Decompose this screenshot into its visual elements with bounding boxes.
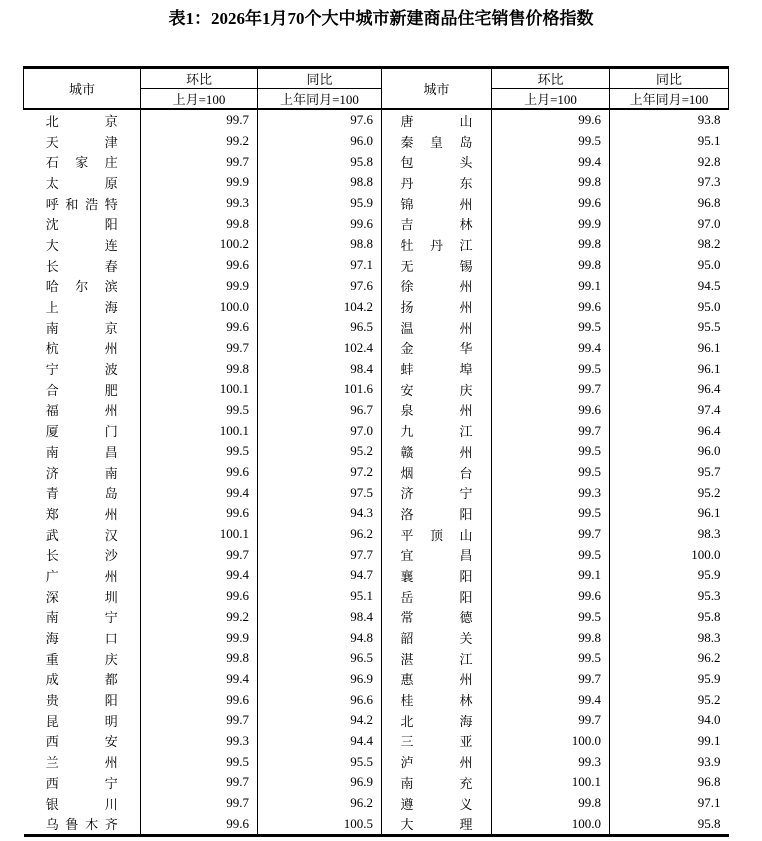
mom-value: 99.6	[492, 193, 610, 214]
mom-value: 99.5	[492, 462, 610, 483]
mom-value: 99.6	[141, 586, 258, 607]
mom-value: 100.2	[141, 234, 258, 255]
city-cell: 徐 州	[382, 276, 492, 297]
city-cell: 丹 东	[382, 172, 492, 193]
mom-value: 99.3	[492, 482, 610, 503]
yoy-value: 95.8	[610, 813, 729, 835]
city-cell: 北 海	[382, 710, 492, 731]
yoy-value: 94.2	[258, 710, 382, 731]
table-row	[24, 772, 729, 793]
city-cell: 蚌 埠	[382, 358, 492, 379]
city-cell: 乌 鲁 木 齐	[45, 817, 118, 833]
mom-value: 99.4	[141, 669, 258, 690]
table-row	[24, 420, 729, 441]
city-cell: 唐 山	[382, 109, 492, 131]
city-cell: 济 宁	[382, 482, 492, 503]
city-cell: 海 口	[45, 631, 118, 647]
yoy-value: 98.8	[258, 234, 382, 255]
yoy-value: 96.5	[258, 648, 382, 669]
mom-value: 99.4	[141, 482, 258, 503]
yoy-value: 95.9	[610, 565, 729, 586]
mom-value: 99.8	[492, 255, 610, 276]
table-row	[24, 358, 729, 379]
mom-value: 99.5	[141, 400, 258, 421]
mom-value: 99.8	[492, 172, 610, 193]
mom-value: 99.3	[141, 193, 258, 214]
header-yoy-base-right: 上年同月=100	[610, 89, 729, 110]
mom-value: 99.9	[141, 627, 258, 648]
yoy-value: 95.0	[610, 296, 729, 317]
mom-value: 99.5	[492, 607, 610, 628]
yoy-value: 98.3	[610, 524, 729, 545]
city-cell: 郑 州	[45, 506, 118, 522]
header-city-left: 城市	[24, 68, 141, 110]
city-cell: 哈 尔 滨	[45, 279, 118, 295]
city-cell: 惠 州	[382, 669, 492, 690]
mom-value: 99.7	[141, 109, 258, 131]
mom-value: 99.9	[141, 172, 258, 193]
city-cell: 烟 台	[382, 462, 492, 483]
yoy-value: 96.0	[258, 131, 382, 152]
city-cell: 南 京	[45, 320, 118, 336]
city-cell: 贵 阳	[45, 693, 118, 709]
city-cell: 合 肥	[45, 382, 118, 398]
yoy-value: 95.5	[258, 751, 382, 772]
yoy-value: 97.3	[610, 172, 729, 193]
yoy-value: 96.4	[610, 379, 729, 400]
city-cell: 上 海	[45, 300, 118, 316]
mom-value: 100.1	[141, 524, 258, 545]
mom-value: 99.1	[492, 276, 610, 297]
city-cell: 南 充	[382, 772, 492, 793]
table-row	[24, 255, 729, 276]
yoy-value: 96.1	[610, 338, 729, 359]
yoy-value: 93.9	[610, 751, 729, 772]
city-cell: 呼 和 浩 特	[45, 196, 118, 212]
table-row	[24, 813, 729, 835]
city-cell: 杭 州	[45, 341, 118, 357]
table-body	[24, 109, 729, 836]
yoy-value: 95.1	[610, 131, 729, 152]
city-cell: 青 岛	[45, 486, 118, 502]
table-row	[24, 276, 729, 297]
table-row	[24, 172, 729, 193]
yoy-value: 98.8	[258, 172, 382, 193]
table-row	[24, 565, 729, 586]
table-row	[24, 400, 729, 421]
table-row	[24, 379, 729, 400]
table-row	[24, 627, 729, 648]
table-row	[24, 296, 729, 317]
yoy-value: 100.5	[258, 813, 382, 835]
city-cell: 吉 林	[382, 213, 492, 234]
mom-value: 99.7	[141, 793, 258, 814]
header-mom-base-left: 上月=100	[141, 89, 258, 110]
yoy-value: 95.5	[610, 317, 729, 338]
table-row	[24, 151, 729, 172]
table-row	[24, 462, 729, 483]
city-cell: 岳 阳	[382, 586, 492, 607]
mom-value: 99.3	[492, 751, 610, 772]
yoy-value: 100.0	[610, 544, 729, 565]
yoy-value: 96.5	[258, 317, 382, 338]
table-row	[24, 213, 729, 234]
header-city-right: 城市	[382, 68, 492, 110]
yoy-value: 94.4	[258, 731, 382, 752]
mom-value: 99.8	[141, 648, 258, 669]
mom-value: 99.5	[492, 131, 610, 152]
table-row	[24, 441, 729, 462]
mom-value: 99.5	[492, 441, 610, 462]
yoy-value: 94.0	[610, 710, 729, 731]
mom-value: 99.6	[141, 255, 258, 276]
yoy-value: 95.2	[610, 482, 729, 503]
header-yoy-base-left: 上年同月=100	[258, 89, 382, 110]
city-cell: 武 汉	[45, 527, 118, 543]
yoy-value: 96.4	[610, 420, 729, 441]
yoy-value: 95.8	[610, 607, 729, 628]
yoy-value: 95.2	[258, 441, 382, 462]
mom-value: 99.5	[492, 648, 610, 669]
yoy-value: 97.2	[258, 462, 382, 483]
yoy-value: 99.1	[610, 731, 729, 752]
mom-value: 99.7	[141, 544, 258, 565]
mom-value: 99.6	[492, 586, 610, 607]
mom-value: 99.4	[492, 338, 610, 359]
yoy-value: 96.2	[258, 524, 382, 545]
city-cell: 太 原	[45, 175, 118, 191]
yoy-value: 95.2	[610, 689, 729, 710]
city-cell: 包 头	[382, 151, 492, 172]
yoy-value: 97.6	[258, 109, 382, 131]
city-cell: 常 德	[382, 607, 492, 628]
table-row	[24, 648, 729, 669]
mom-value: 99.3	[141, 731, 258, 752]
mom-value: 99.6	[141, 317, 258, 338]
table-row	[24, 131, 729, 152]
mom-value: 99.8	[492, 627, 610, 648]
mom-value: 99.5	[141, 751, 258, 772]
price-index-table	[23, 66, 729, 837]
city-cell: 昆 明	[45, 713, 118, 729]
city-cell: 广 州	[45, 568, 118, 584]
table-header	[24, 68, 729, 110]
mom-value: 99.6	[141, 689, 258, 710]
city-cell: 大 连	[45, 237, 118, 253]
mom-value: 99.8	[492, 234, 610, 255]
header-yoy-right: 同比	[610, 68, 729, 89]
table-row	[24, 193, 729, 214]
yoy-value: 101.6	[258, 379, 382, 400]
table-row	[24, 586, 729, 607]
yoy-value: 94.5	[610, 276, 729, 297]
city-cell: 长 沙	[45, 548, 118, 564]
mom-value: 100.0	[492, 731, 610, 752]
mom-value: 99.9	[141, 276, 258, 297]
yoy-value: 97.1	[610, 793, 729, 814]
city-cell: 沈 阳	[45, 217, 118, 233]
city-cell: 南 昌	[45, 444, 118, 460]
yoy-value: 95.7	[610, 462, 729, 483]
yoy-value: 96.2	[610, 648, 729, 669]
mom-value: 100.0	[141, 296, 258, 317]
mom-value: 99.7	[141, 710, 258, 731]
mom-value: 99.7	[141, 151, 258, 172]
yoy-value: 95.3	[610, 586, 729, 607]
table-row	[24, 689, 729, 710]
mom-value: 99.5	[492, 544, 610, 565]
mom-value: 99.6	[492, 400, 610, 421]
table-row	[24, 234, 729, 255]
city-cell: 襄 阳	[382, 565, 492, 586]
mom-value: 99.8	[492, 793, 610, 814]
city-cell: 秦 皇 岛	[382, 131, 492, 152]
mom-value: 99.7	[141, 338, 258, 359]
yoy-value: 98.2	[610, 234, 729, 255]
city-cell: 厦 门	[45, 424, 118, 440]
yoy-value: 96.9	[258, 669, 382, 690]
yoy-value: 95.0	[610, 255, 729, 276]
city-cell: 遵 义	[382, 793, 492, 814]
city-cell: 湛 江	[382, 648, 492, 669]
header-mom-left: 环比	[141, 68, 258, 89]
mom-value: 100.1	[492, 772, 610, 793]
yoy-value: 97.0	[610, 213, 729, 234]
table-row	[24, 607, 729, 628]
yoy-value: 94.3	[258, 503, 382, 524]
mom-value: 99.5	[141, 441, 258, 462]
yoy-value: 95.1	[258, 586, 382, 607]
mom-value: 99.2	[141, 131, 258, 152]
mom-value: 99.4	[492, 151, 610, 172]
yoy-value: 97.5	[258, 482, 382, 503]
table-title: 表1：2026年1月70个大中城市新建商品住宅销售价格指数	[168, 9, 594, 28]
header-mom-right: 环比	[492, 68, 610, 89]
header-mom-base-right: 上月=100	[492, 89, 610, 110]
mom-value: 99.7	[492, 710, 610, 731]
city-cell: 宜 昌	[382, 544, 492, 565]
mom-value: 99.9	[492, 213, 610, 234]
city-cell: 洛 阳	[382, 503, 492, 524]
city-cell: 北 京	[45, 113, 118, 129]
mom-value: 100.1	[141, 420, 258, 441]
yoy-value: 96.0	[610, 441, 729, 462]
table-row	[24, 338, 729, 359]
city-cell: 深 圳	[45, 589, 118, 605]
yoy-value: 98.4	[258, 358, 382, 379]
city-cell: 西 宁	[45, 775, 118, 791]
city-cell: 赣 州	[382, 441, 492, 462]
table-row	[24, 793, 729, 814]
mom-value: 99.7	[492, 669, 610, 690]
city-cell: 桂 林	[382, 689, 492, 710]
yoy-value: 95.9	[610, 669, 729, 690]
city-cell: 宁 波	[45, 362, 118, 378]
table-row	[24, 317, 729, 338]
mom-value: 99.5	[492, 503, 610, 524]
yoy-value: 95.9	[258, 193, 382, 214]
header-yoy-left: 同比	[258, 68, 382, 89]
table-row	[24, 669, 729, 690]
yoy-value: 96.1	[610, 503, 729, 524]
yoy-value: 98.4	[258, 607, 382, 628]
yoy-value: 94.8	[258, 627, 382, 648]
table-row	[24, 524, 729, 545]
table-row	[24, 503, 729, 524]
mom-value: 99.7	[492, 420, 610, 441]
city-cell: 重 庆	[45, 651, 118, 667]
yoy-value: 96.7	[258, 400, 382, 421]
yoy-value: 95.8	[258, 151, 382, 172]
city-cell: 牡 丹 江	[382, 234, 492, 255]
yoy-value: 96.1	[610, 358, 729, 379]
mom-value: 99.6	[141, 462, 258, 483]
city-cell: 大 理	[382, 813, 492, 835]
city-cell: 福 州	[45, 403, 118, 419]
city-cell: 金 华	[382, 338, 492, 359]
yoy-value: 96.8	[610, 772, 729, 793]
mom-value: 99.7	[141, 772, 258, 793]
city-cell: 平 顶 山	[382, 524, 492, 545]
yoy-value: 96.2	[258, 793, 382, 814]
mom-value: 99.5	[492, 358, 610, 379]
yoy-value: 104.2	[258, 296, 382, 317]
yoy-value: 97.6	[258, 276, 382, 297]
mom-value: 99.8	[141, 213, 258, 234]
city-cell: 韶 关	[382, 627, 492, 648]
mom-value: 99.6	[492, 109, 610, 131]
mom-value: 99.7	[492, 524, 610, 545]
mom-value: 99.4	[492, 689, 610, 710]
yoy-value: 96.8	[610, 193, 729, 214]
city-cell: 扬 州	[382, 296, 492, 317]
yoy-value: 97.0	[258, 420, 382, 441]
city-cell: 泉 州	[382, 400, 492, 421]
city-cell: 成 都	[45, 672, 118, 688]
city-cell: 天 津	[45, 134, 118, 150]
mom-value: 99.6	[141, 503, 258, 524]
mom-value: 99.4	[141, 565, 258, 586]
table-row	[24, 751, 729, 772]
mom-value: 99.8	[141, 358, 258, 379]
mom-value: 99.5	[492, 317, 610, 338]
city-cell: 银 川	[45, 796, 118, 812]
yoy-value: 97.7	[258, 544, 382, 565]
city-cell: 长 春	[45, 258, 118, 274]
city-cell: 九 江	[382, 420, 492, 441]
table-row	[24, 544, 729, 565]
mom-value: 99.1	[492, 565, 610, 586]
yoy-value: 97.1	[258, 255, 382, 276]
mom-value: 99.7	[492, 379, 610, 400]
mom-value: 99.2	[141, 607, 258, 628]
table-row	[24, 710, 729, 731]
table-row	[24, 109, 729, 131]
yoy-value: 92.8	[610, 151, 729, 172]
yoy-value: 96.6	[258, 689, 382, 710]
table-row	[24, 731, 729, 752]
mom-value: 99.6	[141, 813, 258, 835]
city-cell: 西 安	[45, 734, 118, 750]
yoy-value: 93.8	[610, 109, 729, 131]
city-cell: 石 家 庄	[45, 155, 118, 171]
yoy-value: 96.9	[258, 772, 382, 793]
yoy-value: 98.3	[610, 627, 729, 648]
table-row	[24, 482, 729, 503]
mom-value: 99.6	[492, 296, 610, 317]
city-cell: 泸 州	[382, 751, 492, 772]
mom-value: 100.0	[492, 813, 610, 835]
city-cell: 安 庆	[382, 379, 492, 400]
city-cell: 温 州	[382, 317, 492, 338]
yoy-value: 102.4	[258, 338, 382, 359]
yoy-value: 99.6	[258, 213, 382, 234]
mom-value: 100.1	[141, 379, 258, 400]
city-cell: 兰 州	[45, 755, 118, 771]
yoy-value: 94.7	[258, 565, 382, 586]
city-cell: 济 南	[45, 465, 118, 481]
yoy-value: 97.4	[610, 400, 729, 421]
city-cell: 无 锡	[382, 255, 492, 276]
city-cell: 锦 州	[382, 193, 492, 214]
city-cell: 三 亚	[382, 731, 492, 752]
city-cell: 南 宁	[45, 610, 118, 626]
